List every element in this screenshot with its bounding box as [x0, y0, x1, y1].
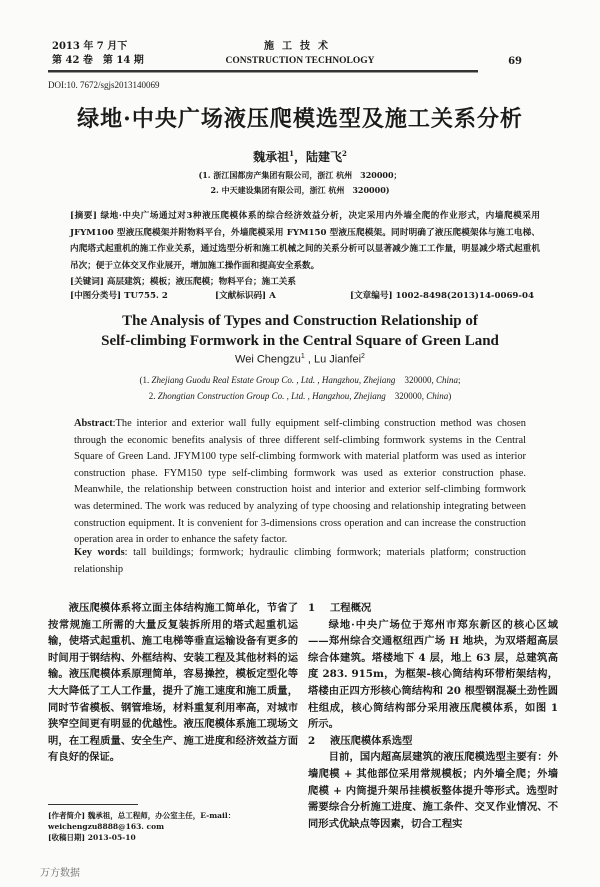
- authors-cn: [0, 148, 600, 165]
- body-column-left: [48, 600, 298, 766]
- title-en: [0, 311, 600, 351]
- abstract-en: [74, 416, 526, 549]
- footnote: [48, 810, 298, 843]
- author-2-en: Lu Jianfei: [313, 353, 362, 366]
- author-separator: ，: [293, 150, 306, 164]
- section-2-heading: 2 液压爬模体系选型: [308, 734, 413, 747]
- running-header-left: [52, 40, 144, 68]
- affiliation-1-cn: (1. 浙江国都房产集团有限公司，浙江 杭州 320000；: [198, 170, 402, 180]
- keywords-en: [74, 545, 526, 578]
- author-bio: [作者简介] 魏承祖，总工程师，办公室主任，E-mail：weichengzu8888@163. com: [48, 811, 236, 831]
- journal-name-en: CONSTRUCTION TECHNOLOGY: [225, 56, 375, 66]
- affiliation-1-en: (1. Zhejiang Guodu Real Estate Group Co. , Ltd. , Hangzhou, Zhejiang 320000, China;: [139, 375, 461, 385]
- body-column-right: [308, 600, 558, 832]
- author-1-en: Wei Chengzu: [235, 353, 301, 366]
- author-1-cn: 魏承祖: [253, 150, 290, 164]
- abstract-cn-text: 绿地·中央广场通过对3种液压爬模体系的综合经济效益分析，决定采用内外墙全爬的作业形式，内墙爬模采用 JFYM100 型液压爬模架并附物料平台，外墙爬模采用 FYM150 型液压爬模架。同时明确了液压爬模架体与施工电梯、内爬塔式起重机的施工作业关系，通过选型分析和施工机械之间的关系分析可以显著减少施工工作量，明显减少塔式起重机吊次；便于立体交叉作业展开，增加施工操作面和提高安全系数。: [70, 211, 540, 271]
- header-rule: [48, 70, 478, 73]
- section-2-paragraph: 目前，国内超高层建筑的液压爬模选型主要有：外墙爬模 + 其他部位采用常规模板；内外墙全爬；外墙爬模 + 内筒提升架吊挂模板整体提升等形式。选型时需要综合分析施工进度、施工条件、交叉作业情况、不同形式优缺点等因素，切合工程实: [308, 751, 558, 830]
- affiliations-cn: [0, 168, 600, 198]
- volume-issue: 第 42 卷 第 14 期: [52, 55, 144, 66]
- journal-name-cn: 施工技术: [264, 41, 336, 52]
- document-code: [文献标识码] A: [215, 291, 276, 301]
- authors-en: Wei Chengzu$^1$ , Lu Jianfei$^2$: [235, 353, 365, 366]
- doi: DOI:10. 7672/sgjs2013140069: [48, 80, 160, 90]
- received-date: [收稿日期] 2013-05-10: [48, 833, 136, 842]
- clc-number: [中图分类号] TU755. 2: [70, 291, 168, 301]
- abstract-en-label: Abstract: [74, 418, 113, 429]
- keywords-cn-text: 高层建筑；模板；液压爬模；物料平台；施工关系: [106, 277, 296, 287]
- article-number: [文章编号] 1002-8498(2013)14-0069-04: [350, 291, 534, 301]
- affiliation-2-en: 2. Zhongtian Construction Group Co. , Ltd. , Hangzhou, Zhejiang 320000, China): [148, 391, 452, 401]
- watermark: 万方数据: [40, 868, 80, 879]
- author-2-cn: 陆建飞: [306, 150, 343, 164]
- title-cn: 绿地·中央广场液压爬模选型及施工关系分析: [77, 106, 523, 132]
- issue-date: 2013 年 7 月下: [52, 41, 128, 52]
- footnote-rule: [48, 804, 138, 805]
- classification-line: [70, 289, 540, 301]
- author-2-affil-mark: 2: [342, 149, 347, 158]
- affiliations-en: [0, 372, 600, 404]
- title-en-line-1: The Analysis of Types and Construction Relationship of: [122, 313, 478, 329]
- intro-paragraph: 液压爬模体系将立面主体结构施工简单化，节省了按常规施工所需的大量反复装拆所用的塔式起重机运输，使塔式起重机、施工电梯等垂直运输设备有更多的时间用于钢结构、外框结构、安装工程及其他材料的运输。液压爬模体系原理简单，容易操控，模板定型化等大大降低了工人工作量，提升了施工速度和施工质量，同时节省模板、钢管堆场，材料重复利用率高，对城市狭窄空间更有明显的优越性。液压爬模体系施工现场文明，在工程质量、安全生产、施工进度和经济效益方面有良好的保证。: [48, 602, 298, 764]
- abstract-en-text: :The interior and exterior wall fully equipment self-climbing construction method was chosen through the economic benefits analysis of three different self-climbing formwork systems in the Central Square of Green Land. JFYM100 type self-climbing formwork with material platform was used as interior construction phase. FYM150 type self-climbing formwork was used as exterior construction phase. Meanwhile, the relationship between construction hoist and interior and exterior self-climbing formwork was determined. The work was reduced by analyzing of type choosing and relationship integrating between construction equipment. It is convenient for 3-dimensions cross operation and can increase the construction operation area in order to enhance the safety factor.: [74, 418, 526, 546]
- section-1-paragraph: 绿地·中央广场位于郑州市郑东新区的核心区域——郑州综合交通枢纽西广场 H 地块，为双塔超高层综合体建筑。塔楼地下 4 层，地上 63 层，总建筑高度 283. 915m，为框架-核心筒结构环带桁架结构，塔楼由正四方形核心筒结构和 20 根型钢混凝土劲性圆柱组成，核心筒结构部分采用液压爬模体系，如图 1 所示。: [308, 618, 558, 731]
- journal-name: [200, 40, 400, 68]
- abstract-cn: [70, 208, 540, 291]
- affiliation-2-cn: 2. 中天建设集团有限公司，浙江 杭州 320000): [210, 185, 390, 195]
- author-1-affil-mark: 1: [289, 149, 294, 158]
- page-number: 69: [508, 56, 522, 67]
- abstract-cn-label: [摘要]: [70, 211, 97, 221]
- keywords-en-label: Key words: [74, 547, 125, 558]
- keywords-en-text: : tall buildings; formwork; hydraulic climbing formwork; materials platform; construction relationship: [74, 547, 527, 575]
- keywords-cn-label: [关键词]: [70, 277, 104, 287]
- title-en-line-2: Self-climbing Formwork in the Central Square of Green Land: [101, 333, 499, 349]
- section-1-heading: 1 工程概况: [308, 602, 372, 614]
